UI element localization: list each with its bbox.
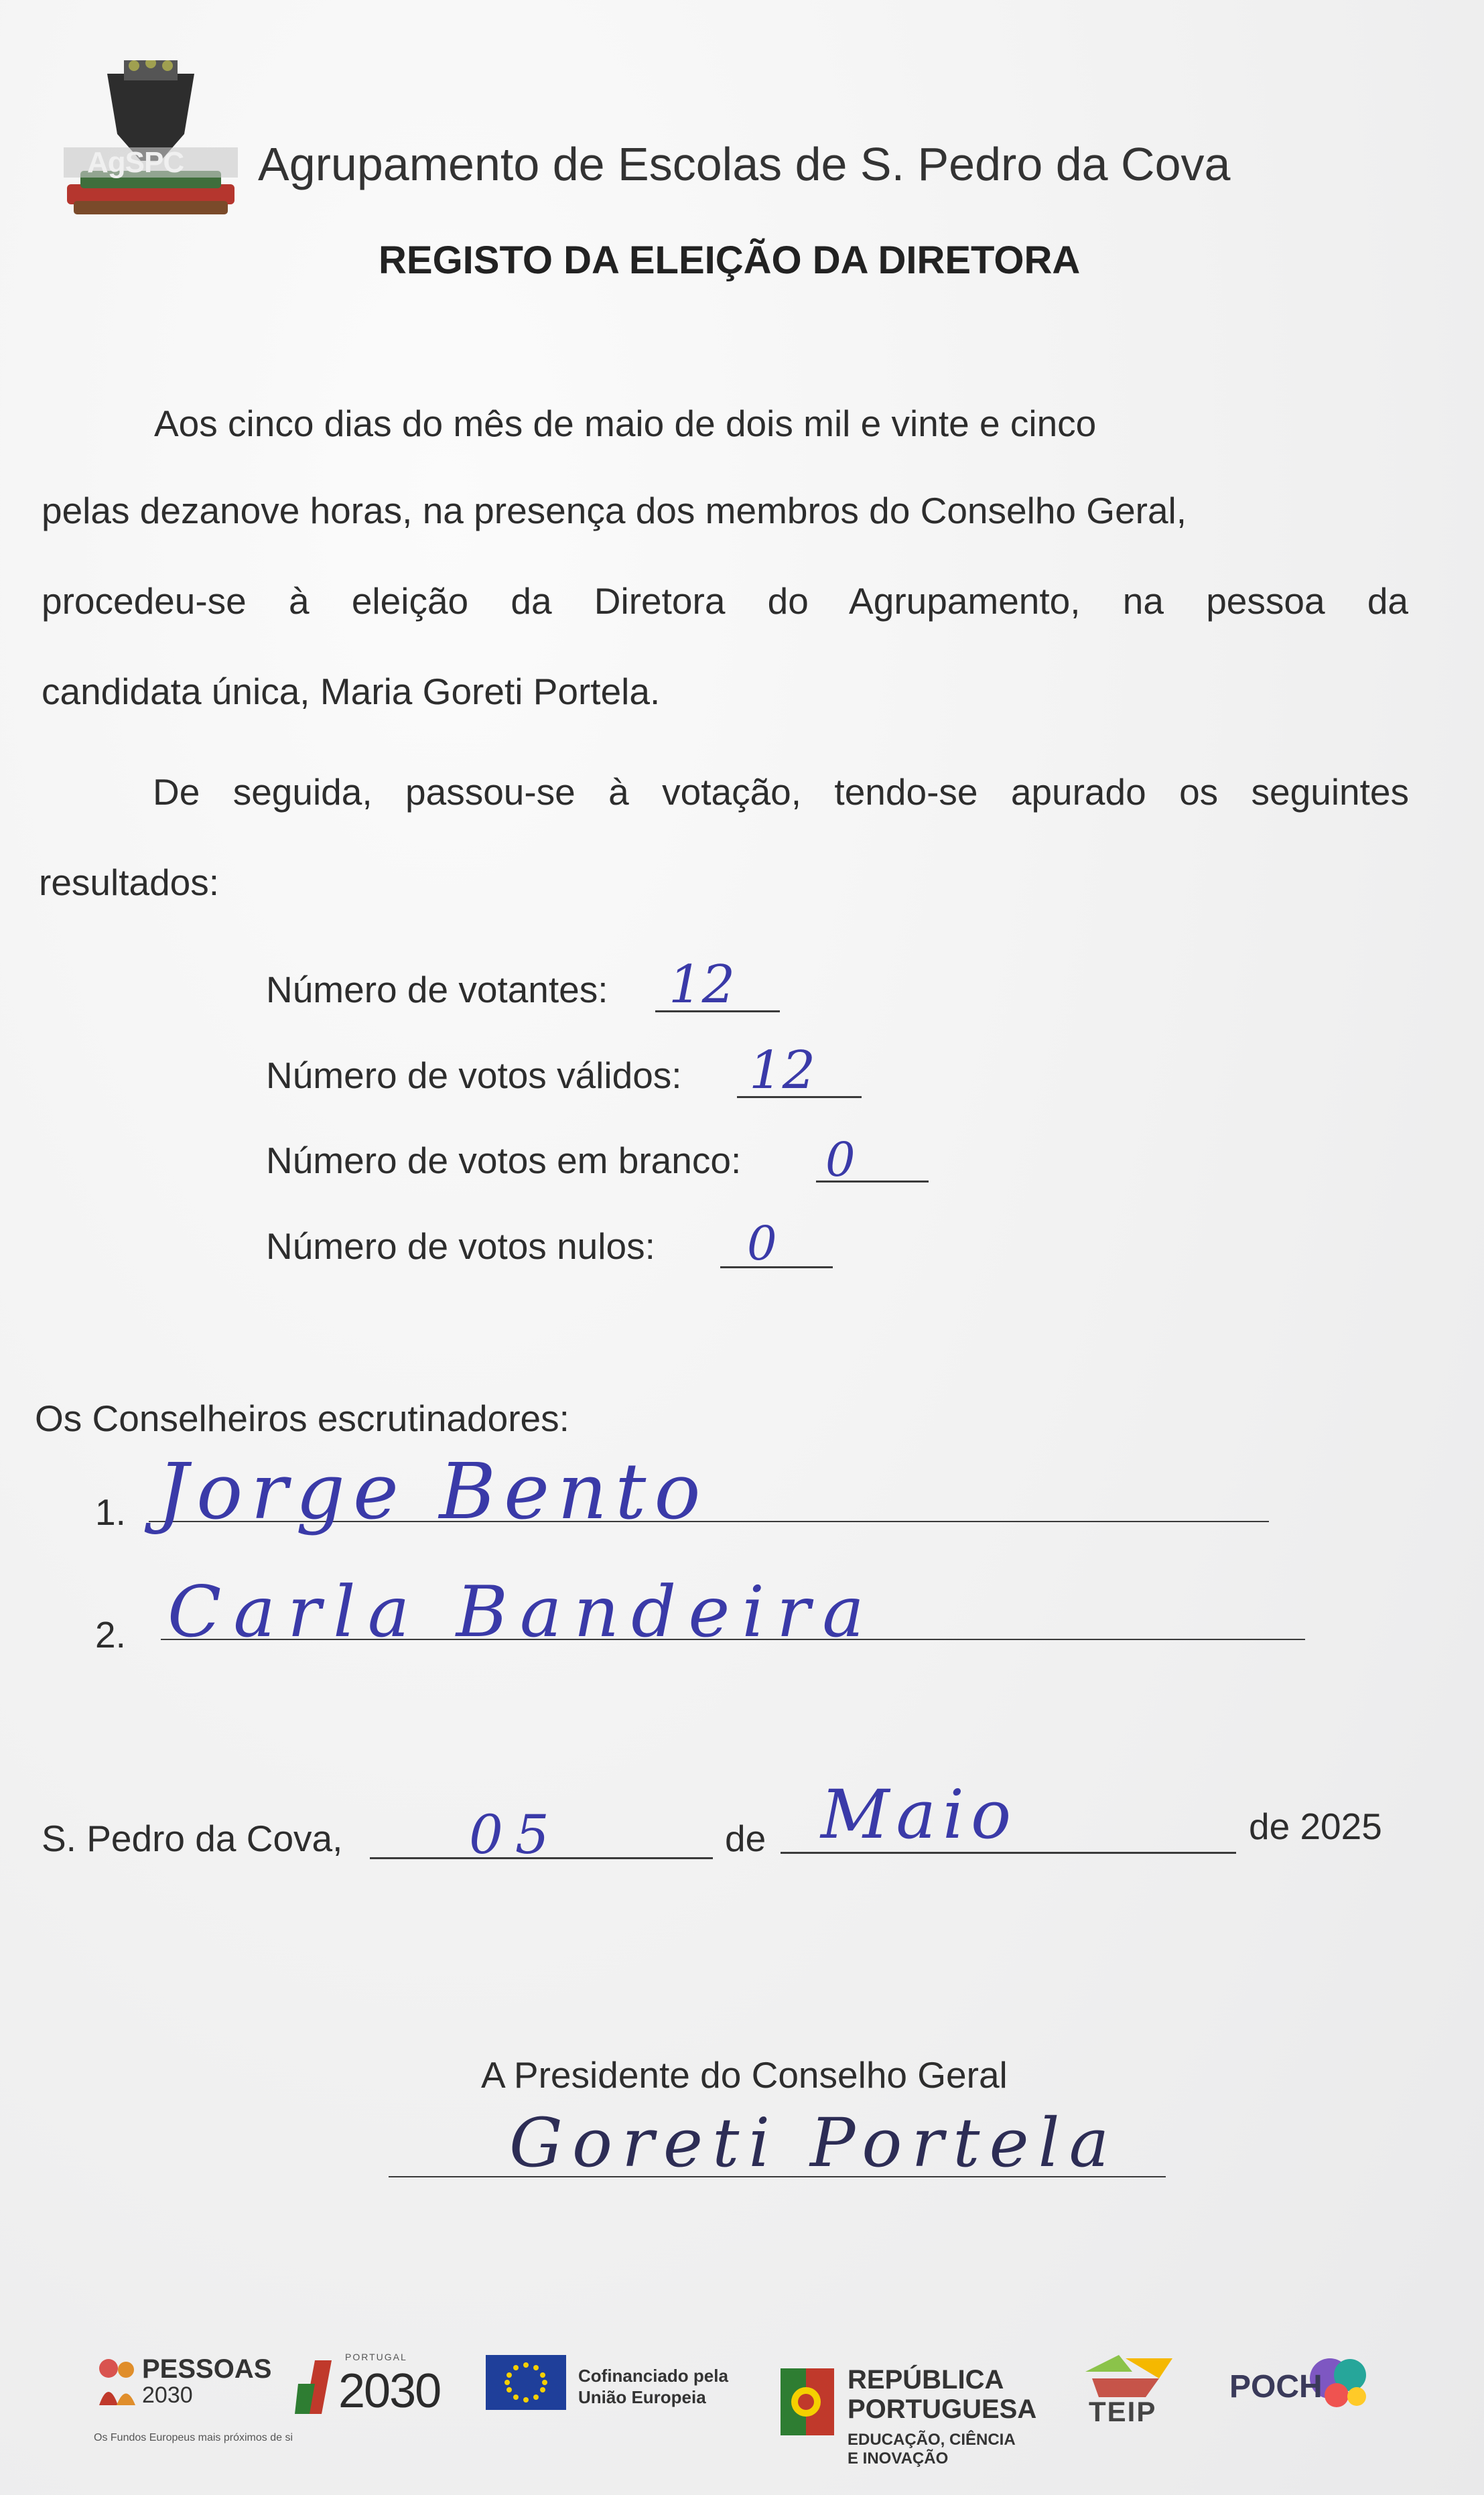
teip-text: TEIP [1089, 2396, 1157, 2427]
paragraph1-line2: pelas dezanove horas, na presença dos membros do Conselho Geral, [42, 490, 1187, 531]
date-place: S. Pedro da Cova, [42, 1818, 343, 1859]
republica-portuguesa-logo [781, 2365, 1049, 2486]
scrutineer-1-number: 1. [95, 1491, 126, 1533]
portugal-year: 2030 [338, 2364, 441, 2418]
scrutineer-2-signature: Carla Bandeira [167, 1571, 876, 1653]
scrutineers-heading: Os Conselheiros escrutinadores: [35, 1398, 569, 1439]
eu-text-line2: União Europeia [578, 2387, 706, 2407]
nulos-label: Número de votos nulos: [266, 1225, 655, 1267]
scrutineer-1-signature: Jorge Bento [157, 1447, 709, 1537]
rep-line4: E INOVAÇÃO [848, 2449, 949, 2468]
portugal-2030-logo [295, 2352, 449, 2419]
branco-label: Número de votos em branco: [266, 1140, 742, 1181]
validos-label: Número de votos válidos: [266, 1055, 682, 1096]
rep-line2: PORTUGUESA [848, 2395, 1037, 2424]
teip-icon [1079, 2352, 1179, 2399]
teip-logo [1079, 2352, 1186, 2432]
pessoas-icon [94, 2355, 141, 2409]
logo-text: AgSPC [87, 146, 184, 179]
nulos-value: 0 [747, 1216, 777, 1271]
portugal-label: PORTUGAL [345, 2352, 407, 2362]
paragraph1-line3: procedeu-se à eleição da Diretora do Agrupamento, na pessoa da [42, 580, 1408, 622]
poch-logo [1229, 2348, 1390, 2422]
date-de-1: de [725, 1818, 766, 1859]
president-label: A Presidente do Conselho Geral [481, 2054, 1008, 2096]
date-day: 05 [469, 1804, 561, 1866]
date-month: Maio [821, 1775, 1018, 1854]
votantes-label: Número de votantes: [266, 969, 608, 1010]
rep-line3: EDUCAÇÃO, CIÊNCIA [848, 2431, 1016, 2449]
pessoas-2030-logo [94, 2352, 281, 2412]
poch-text: POCH [1229, 2369, 1323, 2405]
paragraph1-line4: candidata única, Maria Goreti Portela. [42, 671, 661, 712]
validos-value: 12 [749, 1040, 816, 1101]
eu-text-line1: Cofinanciado pela [578, 2366, 728, 2386]
pessoas-tagline: Os Fundos Europeus mais próximos de si [94, 2432, 293, 2443]
portugal-shield-icon [781, 2365, 834, 2439]
school-name: Agrupamento de Escolas de S. Pedro da Cova [258, 138, 1231, 190]
pessoas-year: 2030 [142, 2382, 193, 2408]
eu-cofinancing-logo [486, 2355, 754, 2415]
votantes-value: 12 [669, 955, 736, 1015]
portugal-2030-icon [295, 2357, 335, 2417]
paragraph2-line1: De seguida, passou-se à votação, tendo-se apurado os seguintes [153, 771, 1409, 813]
document-title: REGISTO DA ELEIÇÃO DA DIRETORA [379, 239, 1081, 282]
paragraph2-line2: resultados: [39, 862, 220, 903]
paragraph1-line1: Aos cinco dias do mês de maio de dois mil e vinte e cinco [154, 403, 1097, 444]
branco-value: 0 [825, 1132, 856, 1187]
rep-line1: REPÚBLICA [848, 2365, 1004, 2395]
eu-flag-icon [486, 2355, 566, 2410]
school-logo [60, 60, 241, 228]
date-de-year: de 2025 [1249, 1806, 1382, 1847]
scrutineer-2-number: 2. [95, 1614, 126, 1656]
pessoas-text: PESSOAS [142, 2354, 272, 2384]
president-signature: Goreti Portela [509, 2104, 1119, 2182]
